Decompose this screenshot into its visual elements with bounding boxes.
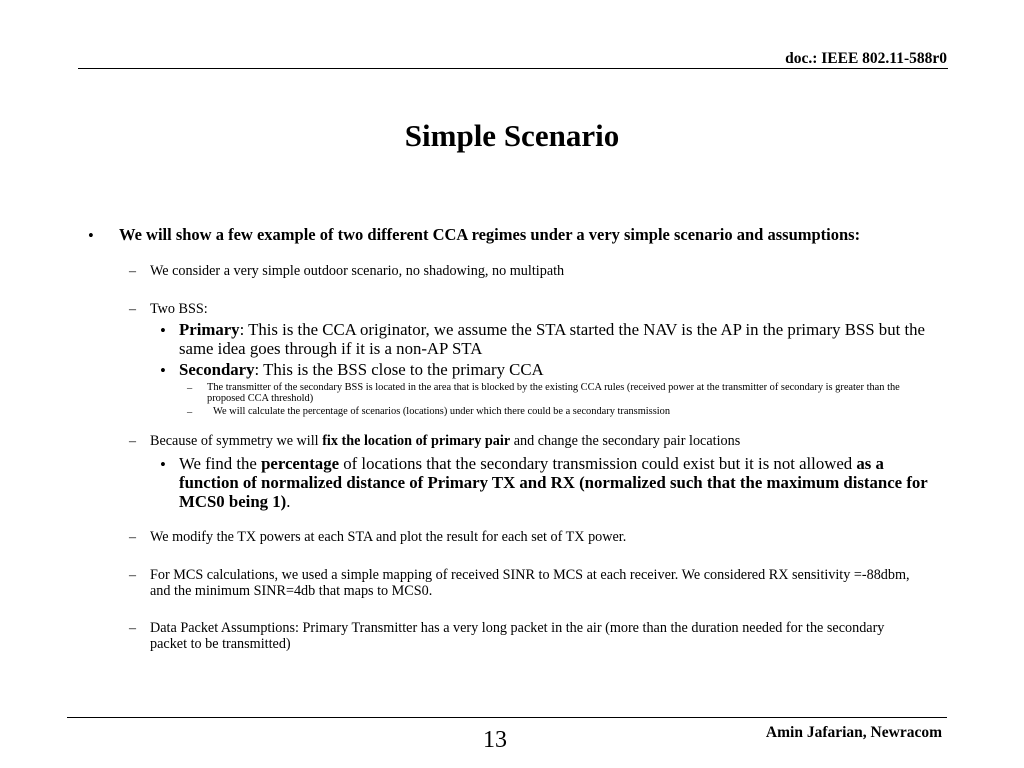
- primary-label: Primary: [179, 320, 240, 339]
- secondary-bullet: [179, 361, 929, 380]
- symmetry-bold: fix the location of primary pair: [322, 433, 511, 449]
- tx-powers-line: We modify the TX powers at each STA and plot the result for each set of TX power.: [150, 529, 627, 545]
- scenario-line: We consider a very simple outdoor scenario, no shadowing, no multipath: [150, 263, 565, 279]
- primary-text: : This is the CCA originator, we assume the STA started the NAV is the AP in the primary BSS but the same idea goes through if it is a non-AP STA: [179, 320, 925, 358]
- slide-title: Simple Scenario: [404, 118, 620, 153]
- dash-marker: –: [187, 407, 193, 418]
- symmetry-after: and change the secondary pair locations: [510, 433, 741, 449]
- dash-marker: –: [129, 434, 136, 449]
- percentage-bold1: percentage: [261, 454, 340, 473]
- percentage-middle: of locations that the secondary transmission could exist but it is not allowed: [339, 454, 857, 473]
- dash-marker: –: [129, 530, 136, 545]
- main-bullet: We will show a few example of two different CCA regimes under a very simple scenario and assumptions:: [119, 225, 861, 244]
- dash-marker: –: [129, 264, 136, 279]
- dash-marker: –: [129, 302, 136, 317]
- percentage-bold2: as a function of normalized distance of Primary TX and RX (normalized such that the maximum distance for MCS0 being 1): [179, 454, 928, 511]
- packet-assumptions-line: Data Packet Assumptions: Primary Transmitter has a very long packet in the air (more than the duration needed for the secondary packet to be transmitted): [150, 620, 885, 652]
- secondary-text: : This is the BSS close to the primary CCA: [254, 360, 544, 379]
- dash-marker: –: [129, 621, 136, 636]
- bullet-marker: •: [160, 321, 166, 340]
- footer-divider: [67, 717, 947, 718]
- secondary-sub1: The transmitter of the secondary BSS is located in the area that is blocked by the existing CCA rules (received power at the transmitter of secondary is greater than the proposed CCA threshold): [207, 382, 900, 404]
- mcs-line: For MCS calculations, we used a simple mapping of received SINR to MCS at each receiver. We considered RX sensitivity =-88dbm, and the minimum SINR=4db that maps to MCS0.: [150, 567, 910, 599]
- dash-marker: –: [187, 383, 193, 394]
- percentage-before: We find the: [179, 454, 262, 473]
- secondary-sub2: We will calculate the percentage of scenarios (locations) under which there could be a secondary transmission: [213, 406, 671, 417]
- percentage-bullet: [179, 455, 929, 511]
- bullet-marker: •: [88, 226, 94, 245]
- footer-author: Amin Jafarian, Newracom: [765, 724, 942, 741]
- dash-marker: –: [129, 568, 136, 583]
- symmetry-before: Because of symmetry we will: [150, 433, 323, 449]
- two-bss-line: Two BSS:: [150, 301, 208, 317]
- doc-id-header: doc.: IEEE 802.11-588r0: [785, 50, 947, 67]
- bullet-marker: •: [160, 455, 166, 474]
- symmetry-line: [150, 434, 930, 450]
- percentage-after: .: [286, 491, 291, 511]
- bullet-marker: •: [160, 361, 166, 380]
- primary-bullet: [179, 321, 929, 359]
- page-number: 13: [483, 727, 507, 753]
- secondary-label: Secondary: [179, 360, 255, 379]
